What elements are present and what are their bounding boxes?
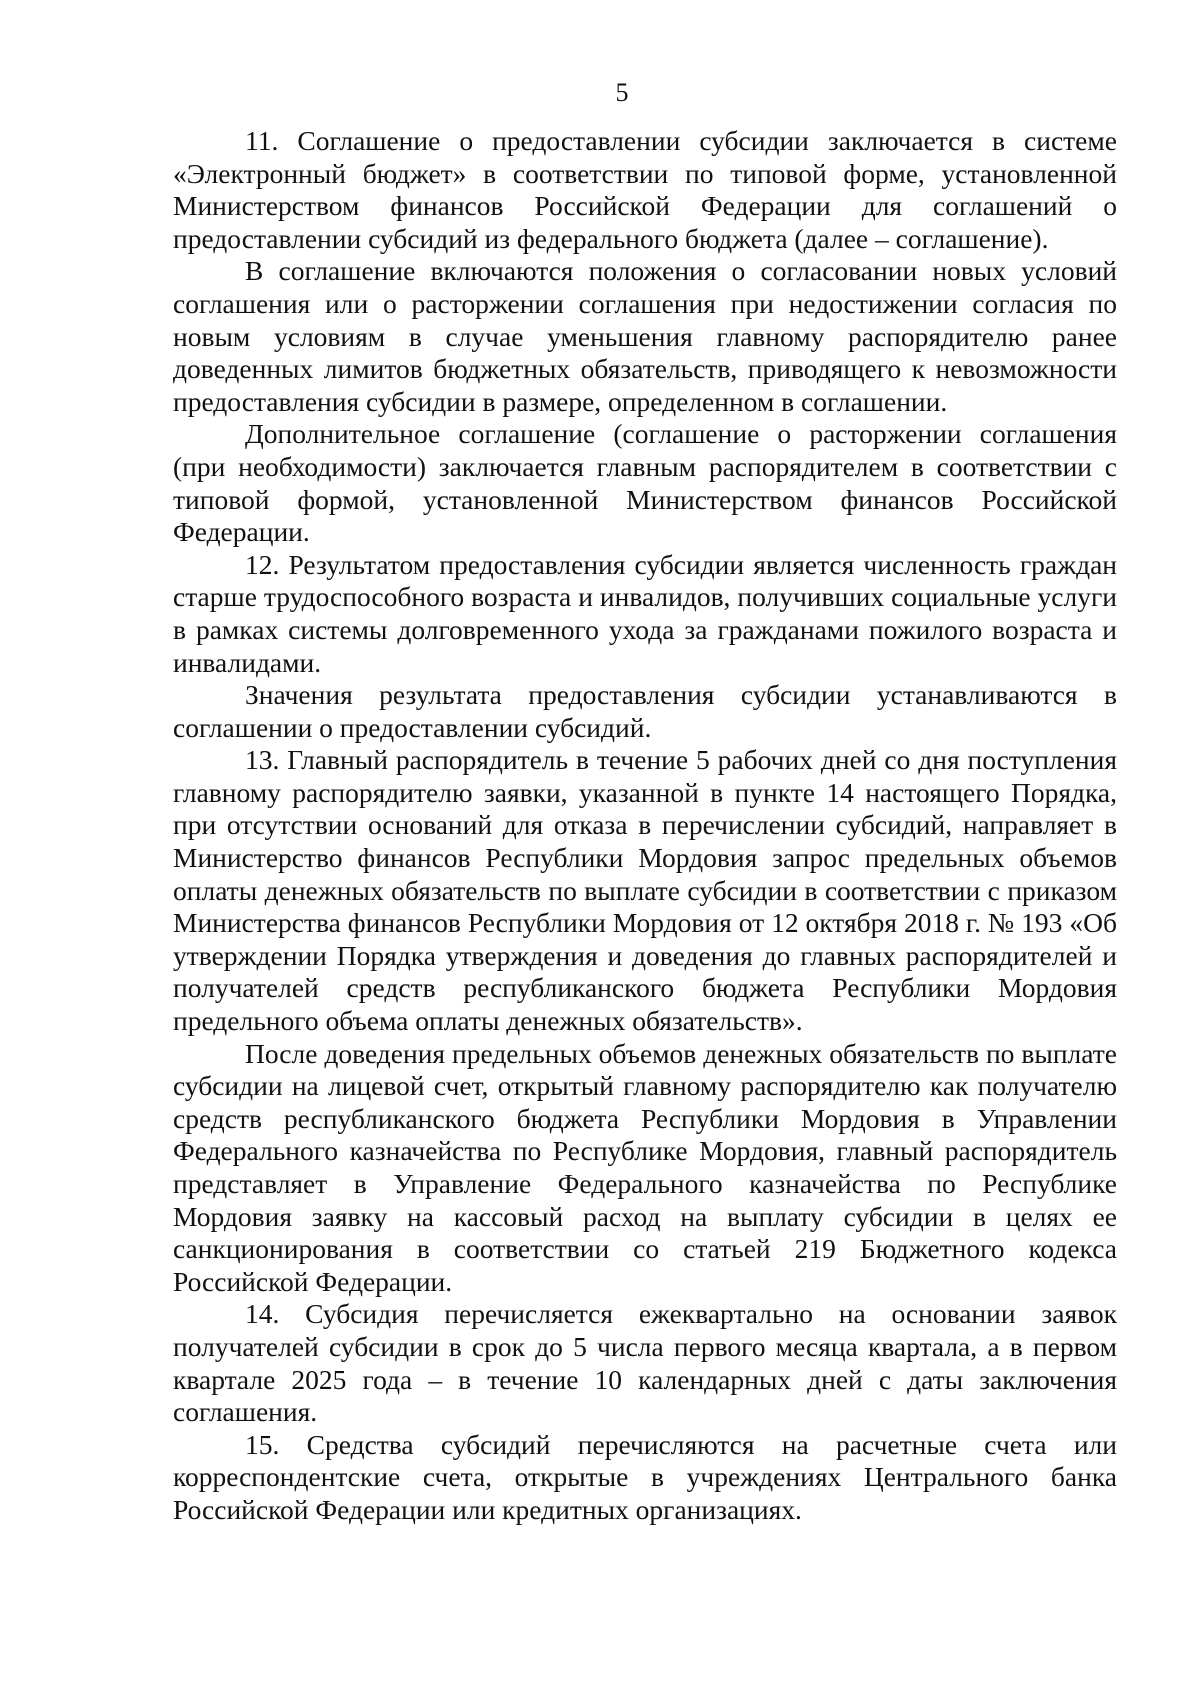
paragraph-13-continued: После доведения предельных объемов денежных обязательств по выплате субсидии на лицевой счет, открытый главному распорядителю как получателю средств республиканского бюджета Республики Мордовия в Управлении Федерального казначейства по Республике Мордовия, главный распорядитель представляет в Управление Федерального казначейства по Республике Мордовия заявку на кассовый расход на выплату субсидии в целях ее санкционирования в соответствии со статьей 219 Бюджетного кодекса Российской Федерации. bbox=[173, 1037, 1117, 1297]
paragraph-12: 12. Результатом предоставления субсидии является численность граждан старше трудоспособного возраста и инвалидов, получивших социальные услуги в рамках системы долговременного ухода за гражданами пожилого возраста и инвалидами. bbox=[173, 548, 1117, 678]
paragraph-14: 14. Субсидия перечисляется ежеквартально на основании заявок получателей субсидии в срок до 5 числа первого месяца квартала, а в первом квартале 2025 года – в течение 10 календарных дней с даты заключения соглашения. bbox=[173, 1298, 1117, 1428]
document-body bbox=[173, 125, 1117, 1527]
paragraph-12-values: Значения результата предоставления субсидии устанавливаются в соглашении о предоставлении субсидий. bbox=[173, 679, 1117, 743]
paragraph-additional-agreement: Дополнительное соглашение (соглашение о расторжении соглашения (при необходимости) заключается главным распорядителем в соответствии с типовой формой, установленной Министерством финансов Российской Федерации. bbox=[173, 418, 1117, 548]
paragraph-15: 15. Средства субсидий перечисляются на расчетные счета или корреспондентские счета, открытые в учреждениях Центрального банка Российской Федерации или кредитных организациях. bbox=[173, 1428, 1117, 1525]
paragraph-11-continued: В соглашение включаются положения о согласовании новых условий соглашения или о расторжении соглашения при недостижении согласия по новым условиям в случае уменьшения главному распорядителю ранее доведенных лимитов бюджетных обязательств, приводящего к невозможности предоставления субсидии в размере, определенном в соглашении. bbox=[173, 255, 1117, 417]
page-number: 5 bbox=[615, 78, 629, 107]
paragraph-13: 13. Главный распорядитель в течение 5 рабочих дней со дня поступления главному распорядителю заявки, указанной в пункте 14 настоящего Порядка, при отсутствии оснований для отказа в перечислении субсидий, направляет в Министерство финансов Республики Мордовия запрос предельных объемов оплаты денежных обязательств по выплате субсидии в соответствии с приказом Министерства финансов Республики Мордовия от 12 октября 2018 г. № 193 «Об утверждении Порядка утверждения и доведения до главных распорядителей и получателей средств республиканского бюджета Республики Мордовия предельного объема оплаты денежных обязательств». bbox=[173, 744, 1117, 1037]
paragraph-11: 11. Соглашение о предоставлении субсидии заключается в системе «Электронный бюджет» в соответствии по типовой форме, установленной Министерством финансов Российской Федерации для соглашений о предоставлении субсидий из федерального бюджета (далее – соглашение). bbox=[173, 125, 1117, 254]
